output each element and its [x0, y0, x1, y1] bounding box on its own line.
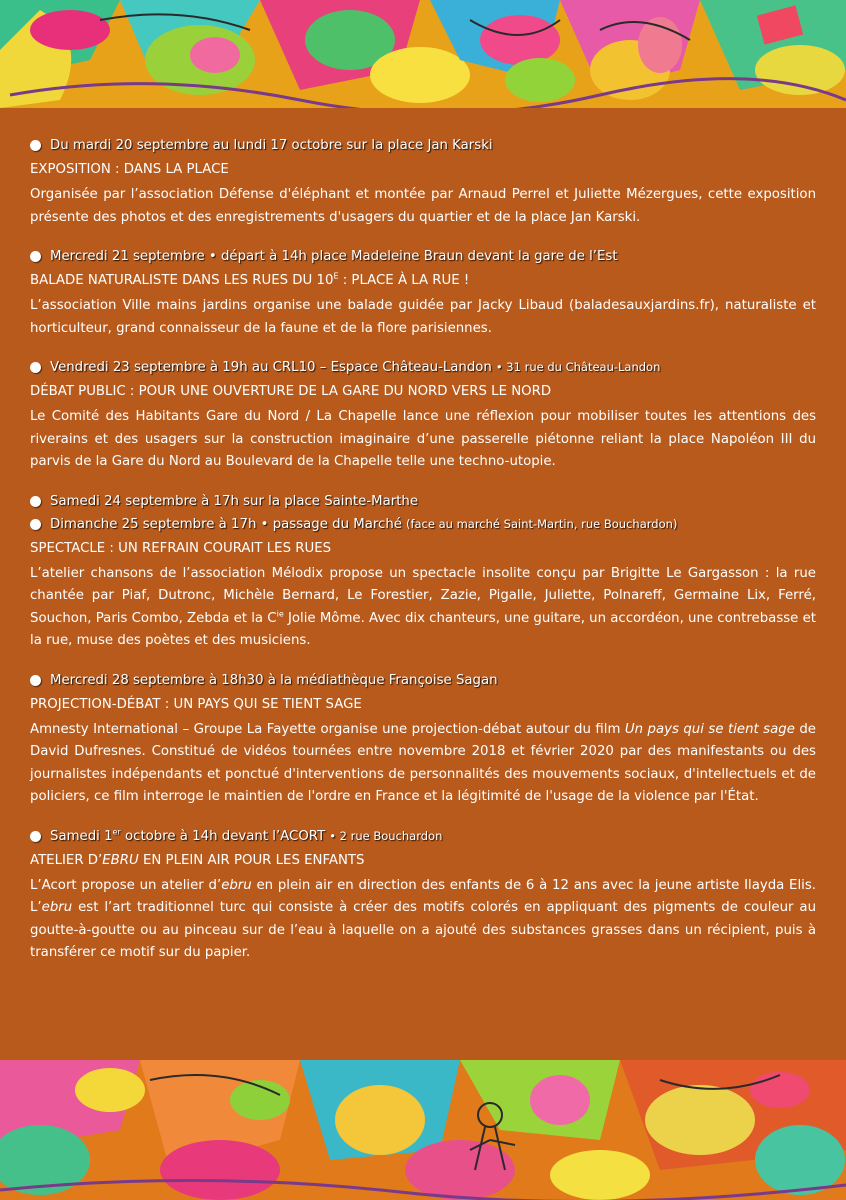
event-title: DÉBAT PUBLIC : POUR UNE OUVERTURE DE LA GARE DU NORD VERS LE NORD [30, 384, 552, 399]
event-debat [30, 356, 816, 474]
event-description: Organisée par l’association Défense d'éléphant et montée par Arnaud Perrel et Juliette Mézergues, cette exposition présente des photos et des enregistrements d'usagers du quartier et de la place Jan Karski. [30, 187, 816, 225]
event-exposition [30, 134, 816, 229]
event-description-part: L’Acort propose un atelier d’ [30, 877, 222, 893]
event-title: EXPOSITION : DANS LA PLACE [30, 162, 229, 177]
bullet-icon [30, 519, 41, 530]
event-projection [30, 669, 816, 809]
event-date: Du mardi 20 septembre au lundi 17 octobre sur la place Jan Karski [50, 138, 493, 153]
event-atelier-ebru [30, 825, 816, 965]
top-illustration [0, 0, 846, 108]
bullet-icon [30, 831, 41, 842]
event-title [30, 850, 816, 872]
event-title: SPECTACLE : UN REFRAIN COURAIT LES RUES [30, 540, 332, 556]
event-date-line [30, 825, 816, 848]
event-address: (face au marché Saint-Martin, rue Bouchardon) [405, 516, 678, 531]
bullet-icon [30, 496, 41, 507]
event-date-line [30, 490, 816, 513]
event-title-part: : PLACE À LA RUE ! [338, 273, 470, 288]
event-date: Mercredi 28 septembre à 18h30 à la médiathèque Françoise Sagan [50, 672, 498, 688]
events-panel [0, 108, 846, 1060]
event-description-part: est l’art traditionnel turc qui consiste à créer des motifs colorés en appliquant des pigments de couleur au goutte-à-goutte ou au pinceau sur de l’eau à laquelle on a ajouté des substances grasses dans un récipient, puis à transférer ce motif sur du papier. [30, 900, 816, 960]
event-description-part: L’atelier chansons de l’association Mélodix propose un spectacle insolite conçu par Brigitte Le Gargasson : la rue chantée par Piaf, Dutronc, Michèle Bernard, Le Forestier, Zazie, Pigalle, Juliette, Polnareff, Germaine Lix, Ferré, Souchon, Paris Combo, Zebda et la C [30, 565, 816, 626]
event-address: • 2 rue Bouchardon [329, 828, 443, 843]
event-title-italic: EBRU [102, 852, 139, 868]
event-title-part: ATELIER D’ [30, 852, 103, 868]
bullet-icon [30, 362, 41, 373]
event-description-sup: ie [276, 609, 284, 619]
event-date-line [30, 669, 816, 692]
event-date: Mercredi 21 septembre • départ à 14h place Madeleine Braun devant la gare de l’Est [50, 249, 618, 264]
event-title-sup: E [333, 271, 339, 281]
event-date: Dimanche 25 septembre à 17h • passage du Marché [50, 516, 402, 532]
event-date-line [30, 356, 816, 379]
colorful-illustration-bottom [0, 1060, 846, 1200]
bullet-icon [30, 251, 41, 262]
event-balade [30, 245, 816, 340]
event-description [30, 563, 816, 653]
bullet-icon [30, 675, 41, 686]
film-title: Un pays qui se tient sage [624, 721, 795, 737]
event-description [30, 875, 816, 965]
event-address: • 31 rue du Château-Landon [495, 360, 661, 374]
event-description-part: Jolie Môme. Avec dix chanteurs, une guitare, un accordéon, une contrebasse et la rue, muse des poètes et des musiciens. [30, 610, 816, 648]
event-description-part: de David Dufresnes. Constitué de vidéos tournées entre novembre 2018 et février 2020 par des manifestants ou des journalistes indépendants et ponctué d'interventions de personnalités des mouvements sociaux, d'intellectuels et de policiers, ce film interroge le maintien de l'ordre en France et la légitimité de l'usage de la violence par l'État. [30, 721, 816, 804]
event-date-part: octobre à 14h devant l’ACORT [120, 828, 326, 844]
event-spectacle [30, 490, 816, 653]
bullet-icon [30, 140, 41, 151]
ebru-term: ebru [221, 877, 252, 893]
event-description-part: Amnesty International – Groupe La Fayette organise une projection-débat autour du film [30, 721, 625, 737]
event-date-line [30, 245, 816, 268]
event-title-part: EN PLEIN AIR POUR LES ENFANTS [138, 852, 365, 868]
bottom-illustration [0, 1060, 846, 1200]
event-date-line [30, 513, 816, 536]
event-date [50, 825, 325, 848]
event-description: L’association Ville mains jardins organise une balade guidée par Jacky Libaud (baladesauxjardins.fr), naturaliste et horticulteur, grand connaisseur de la faune et de la flore parisiennes. [30, 298, 816, 336]
event-title [30, 270, 816, 292]
event-description [30, 719, 816, 809]
colorful-illustration-top [0, 0, 846, 108]
ebru-term: ebru [41, 900, 73, 915]
event-date: Samedi 24 septembre à 17h sur la place Sainte-Marthe [50, 493, 419, 509]
event-title-part: BALADE NATURALISTE DANS LES RUES DU 10 [30, 273, 334, 288]
event-description-part: en plein air en direction des enfants de 6 à 12 ans avec la jeune artiste Ilayda Elis. L’ [30, 877, 816, 915]
event-date-line [30, 134, 816, 157]
event-description: Le Comité des Habitants Gare du Nord / La Chapelle lance une réflexion pour mobiliser toutes les attentions des riverains et des usagers sur la construction imaginaire d’une passerelle piétonne reliant la place Napoléon III du parvis de la Gare du Nord au Boulevard de la Chapelle telle une techno-utopie. [30, 409, 816, 469]
event-date: Vendredi 23 septembre à 19h au CRL10 – Espace Château-Landon [50, 360, 492, 375]
event-date-sup: er [112, 827, 121, 837]
event-title: PROJECTION-DÉBAT : UN PAYS QUI SE TIENT SAGE [30, 696, 362, 712]
event-date-part: Samedi 1 [50, 828, 113, 844]
